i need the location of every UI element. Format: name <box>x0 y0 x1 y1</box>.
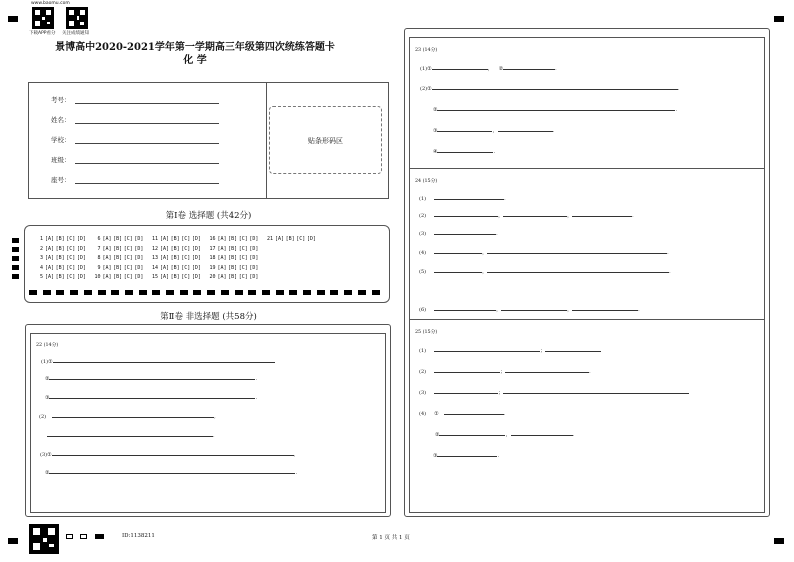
qr-caption-left: 下载APP看分 <box>29 31 56 36</box>
mc-option-bubble[interactable]: [A] <box>275 236 285 242</box>
mc-question <box>151 236 203 242</box>
mc-option-bubble[interactable]: [D] <box>134 274 144 280</box>
mc-option-bubble[interactable]: [D] <box>134 236 144 242</box>
class-field[interactable] <box>75 163 219 164</box>
q23-label: ④ <box>433 149 438 155</box>
mc-question <box>94 265 146 271</box>
page-number: 第 1 页 共 1 页 <box>372 535 410 541</box>
answer-line[interactable] <box>432 65 488 70</box>
answer-line[interactable] <box>52 413 214 418</box>
seat-label: 座号： <box>51 176 71 184</box>
mc-option-bubble[interactable]: [C] <box>66 255 76 261</box>
answer-line[interactable] <box>572 212 632 217</box>
mc-question-number: 21 <box>266 236 273 242</box>
q25-1[interactable]: (1) ； <box>419 347 601 354</box>
mc-option-bubble[interactable]: [D] <box>191 264 201 271</box>
mc-option-bubble[interactable]: [A] <box>45 274 55 280</box>
info-divider <box>266 82 267 199</box>
mc-option-bubble[interactable]: [B] <box>113 274 123 280</box>
sheet-id: ID:1138211 <box>122 533 155 539</box>
mc-question-number: 15 <box>151 274 158 280</box>
timing-dash <box>111 290 119 295</box>
answer-line[interactable] <box>505 368 589 373</box>
mc-question <box>36 274 88 280</box>
mc-option-bubble[interactable]: [C] <box>238 255 248 261</box>
q22-label: ② <box>45 376 50 382</box>
timing-dash <box>152 290 160 295</box>
mc-option-bubble[interactable]: [C] <box>123 274 133 280</box>
answer-line[interactable] <box>498 127 553 132</box>
answer-line[interactable] <box>503 65 555 70</box>
q25-label: ② <box>435 432 440 438</box>
timing-dash <box>358 290 366 295</box>
q25-label: (2) <box>419 369 427 375</box>
mc-question <box>151 265 203 271</box>
mc-question-number: 6 <box>97 236 101 242</box>
answer-line[interactable] <box>432 85 678 90</box>
q22-label: (3)① <box>40 452 52 458</box>
answer-line[interactable] <box>434 368 500 373</box>
name-field[interactable] <box>75 123 219 124</box>
mc-option-bubble[interactable]: [C] <box>66 274 76 280</box>
q22-1-3[interactable]: ③ . <box>45 395 258 401</box>
mc-row <box>36 265 266 271</box>
barcode-label: 贴条形码区 <box>308 137 343 145</box>
mc-option-bubble[interactable]: [C] <box>296 236 306 242</box>
mc-question <box>151 246 203 252</box>
mc-option-bubble[interactable]: [A] <box>217 245 227 252</box>
answer-line[interactable] <box>501 306 567 311</box>
q22-1-1[interactable] <box>41 358 275 365</box>
mc-question-number: 9 <box>97 264 101 271</box>
mc-option-bubble[interactable]: [B] <box>55 255 65 261</box>
section2-title: 第Ⅱ卷 非选择题 (共58分) <box>160 312 257 322</box>
timing-dash <box>221 290 229 295</box>
mc-option-bubble[interactable]: [C] <box>238 236 248 242</box>
timing-dash <box>70 290 78 295</box>
mc-question-number: 7 <box>97 245 101 252</box>
timing-dash <box>56 290 64 295</box>
mc-option-bubble[interactable]: [B] <box>55 264 65 271</box>
mc-option-bubble[interactable]: [D] <box>191 255 201 261</box>
mc-option-bubble[interactable]: [A] <box>102 264 112 271</box>
q23-2-4[interactable]: ④ . <box>433 149 496 155</box>
timing-dash <box>207 290 215 295</box>
q25-title: 25 (15分) <box>415 330 438 335</box>
mc-option-bubble[interactable]: [B] <box>170 264 180 271</box>
answer-line[interactable] <box>434 249 482 254</box>
q23-title: 23 (14分) <box>415 48 438 53</box>
answer-line[interactable] <box>487 268 669 273</box>
answer-line[interactable] <box>439 431 505 436</box>
timing-dash <box>248 290 256 295</box>
mc-question-number: 19 <box>209 264 216 271</box>
q22-2-2[interactable]: . <box>47 432 215 439</box>
mc-option-bubble[interactable]: [A] <box>45 236 55 242</box>
q25-4-2[interactable]: ② ， . <box>435 432 575 438</box>
corner-mark-top-left <box>8 16 18 22</box>
mc-option-bubble[interactable]: [B] <box>113 255 123 261</box>
q24-q25-divider <box>409 319 765 320</box>
q22-label: (2) <box>39 414 47 420</box>
mc-option-bubble[interactable]: [A] <box>160 274 170 280</box>
q24-label: (2) <box>419 213 427 219</box>
exam-number-label: 考号： <box>51 96 71 104</box>
subject-title: 化 学 <box>183 55 207 66</box>
mc-option-bubble[interactable]: [B] <box>285 236 295 242</box>
mc-question <box>36 236 88 242</box>
mc-option-bubble[interactable]: [D] <box>134 255 144 261</box>
answer-line[interactable] <box>434 195 504 200</box>
answer-line[interactable] <box>487 249 667 254</box>
mc-option-bubble[interactable]: [D] <box>191 245 201 252</box>
site-url: www.baomu.com <box>31 1 70 6</box>
mc-question <box>209 236 261 242</box>
answer-line[interactable] <box>511 431 573 436</box>
timing-dash <box>29 290 37 295</box>
timing-dash <box>84 290 92 295</box>
answer-line[interactable] <box>434 306 496 311</box>
mc-option-bubble[interactable]: [C] <box>181 245 191 252</box>
timing-mark <box>12 247 19 252</box>
mc-option-bubble[interactable]: [C] <box>238 274 248 280</box>
mc-question <box>94 255 146 261</box>
mc-question <box>209 246 261 252</box>
answer-line[interactable] <box>49 375 255 380</box>
mc-question-number: 10 <box>94 274 101 280</box>
mc-question-number: 11 <box>151 236 158 242</box>
answer-line[interactable] <box>49 469 295 474</box>
q24-title: 24 (15分) <box>415 179 438 184</box>
mc-option-bubble[interactable]: [D] <box>76 264 86 271</box>
mc-question <box>151 255 203 261</box>
timing-dash <box>372 290 380 295</box>
corner-mark-top-right <box>774 16 784 22</box>
mc-option-bubble[interactable]: [C] <box>123 264 133 271</box>
mc-option-bubble[interactable]: [A] <box>160 255 170 261</box>
timing-dash <box>344 290 352 295</box>
mc-option-bubble[interactable]: [C] <box>181 255 191 261</box>
answer-line[interactable] <box>53 358 275 363</box>
q22-label: ② <box>45 470 50 476</box>
timing-dash <box>43 290 51 295</box>
q24-4[interactable]: (4) ， . <box>419 250 669 256</box>
q25-3[interactable]: (3) ； <box>419 389 689 396</box>
mc-option-bubble[interactable]: [B] <box>228 274 238 280</box>
timing-dash <box>262 290 270 295</box>
q24-label: (3) <box>419 231 427 237</box>
mc-option-bubble[interactable]: [B] <box>170 236 180 242</box>
q24-1[interactable]: (1) . <box>419 196 506 202</box>
mc-option-bubble[interactable]: [A] <box>217 255 227 261</box>
mc-option-bubble[interactable]: [B] <box>55 236 65 242</box>
mc-option-bubble[interactable]: [B] <box>228 245 238 252</box>
mc-option-bubble[interactable]: [D] <box>249 245 259 252</box>
section1-title: 第Ⅰ卷 选择题 (共42分) <box>165 211 252 221</box>
answer-line[interactable] <box>434 347 540 352</box>
mc-option-bubble[interactable]: [A] <box>217 236 227 242</box>
q24-label: (5) <box>419 269 427 275</box>
mc-option-bubble[interactable]: [C] <box>181 274 191 280</box>
mc-question <box>209 274 261 280</box>
mc-option-bubble[interactable]: [A] <box>102 245 112 252</box>
mc-question <box>209 255 261 261</box>
answer-line[interactable] <box>545 347 601 352</box>
q24-label: (6) <box>419 307 427 313</box>
mc-option-bubble[interactable]: [C] <box>123 236 133 242</box>
q22-label: (1)① <box>41 359 53 365</box>
timing-dash <box>193 290 201 295</box>
q25-label: ① <box>434 411 439 417</box>
timing-mark <box>12 256 19 261</box>
answer-line[interactable] <box>47 432 213 437</box>
corner-mark-bottom-right <box>774 538 784 544</box>
mc-option-bubble[interactable]: [A] <box>160 264 170 271</box>
timing-mark <box>12 265 19 270</box>
q25-label: (4) <box>419 411 427 417</box>
mc-option-bubble[interactable]: [B] <box>228 255 238 261</box>
answer-line[interactable] <box>437 452 497 457</box>
mc-question-number: 16 <box>209 236 216 242</box>
mc-question <box>36 265 88 271</box>
q25-4[interactable]: (4) ① . <box>419 411 506 417</box>
mc-option-bubble[interactable]: [C] <box>238 264 248 271</box>
timing-dash <box>235 290 243 295</box>
answer-line[interactable] <box>572 306 638 311</box>
mc-row <box>36 255 266 261</box>
q23-label: (2)① <box>420 86 432 92</box>
mc-option-bubble[interactable]: [D] <box>306 236 316 242</box>
mc-option-bubble[interactable]: [A] <box>160 245 170 252</box>
timing-dash <box>139 290 147 295</box>
answer-line[interactable] <box>503 212 567 217</box>
mc-row <box>36 246 266 252</box>
timing-dash <box>125 290 133 295</box>
mc-option-bubble[interactable]: [D] <box>249 264 259 271</box>
answer-line[interactable] <box>434 230 496 235</box>
q23-label: ② <box>498 66 504 72</box>
mc-row <box>36 236 324 242</box>
school-field[interactable] <box>75 143 219 144</box>
mc-question <box>209 265 261 271</box>
mc-option-bubble[interactable]: [B] <box>113 245 123 252</box>
answer-line[interactable] <box>444 410 504 415</box>
mc-option-bubble[interactable]: [C] <box>181 236 191 242</box>
footer-block-mark <box>95 534 104 539</box>
timing-dash <box>303 290 311 295</box>
timing-mark <box>12 238 19 243</box>
q24-3[interactable]: (3) . <box>419 231 498 237</box>
mc-question-number: 12 <box>151 245 158 252</box>
mc-question <box>94 236 146 242</box>
mc-option-bubble[interactable]: [B] <box>228 264 238 271</box>
mc-option-bubble[interactable]: [A] <box>102 274 112 280</box>
mc-option-bubble[interactable]: [C] <box>66 236 76 242</box>
mc-option-bubble[interactable]: [B] <box>170 255 180 261</box>
q22-1-2[interactable]: ② . <box>45 376 258 382</box>
qr-code-app <box>32 7 54 29</box>
q23-q24-divider <box>409 168 765 169</box>
mc-option-bubble[interactable]: [D] <box>249 255 259 261</box>
mc-question-number: 2 <box>39 245 43 252</box>
q22-title: 22 (14分) <box>36 343 59 348</box>
mc-question-number: 3 <box>39 255 43 261</box>
answer-line[interactable] <box>49 394 255 399</box>
school-label: 学校： <box>51 136 71 144</box>
mc-option-bubble[interactable]: [B] <box>170 274 180 280</box>
answer-line[interactable] <box>52 451 294 456</box>
mc-question-number: 8 <box>97 255 101 261</box>
checkbox-1[interactable] <box>66 534 73 539</box>
mc-question-number: 13 <box>151 255 158 261</box>
mc-option-bubble[interactable]: [D] <box>76 236 86 242</box>
timing-dash <box>166 290 174 295</box>
q25-4-3[interactable]: ③ . <box>433 453 500 459</box>
q24-label: (1) <box>419 196 427 202</box>
q25-2[interactable]: (2) ； . <box>419 369 591 375</box>
mc-option-bubble[interactable]: [D] <box>191 274 201 280</box>
q22-label: ③ <box>45 395 50 401</box>
mc-option-bubble[interactable]: [A] <box>102 255 112 261</box>
mc-option-bubble[interactable]: [D] <box>191 236 201 242</box>
mc-option-bubble[interactable]: [C] <box>66 245 76 252</box>
mc-question <box>266 236 318 242</box>
q22-2-1[interactable]: (2) , <box>39 414 216 420</box>
corner-mark-bottom-left <box>8 538 18 544</box>
mc-option-bubble[interactable]: [D] <box>249 274 259 280</box>
mc-question-number: 1 <box>39 236 43 242</box>
mc-question <box>36 246 88 252</box>
mc-option-bubble[interactable]: [D] <box>134 245 144 252</box>
timing-mark <box>12 274 19 279</box>
mc-option-bubble[interactable]: [D] <box>76 255 86 261</box>
mc-option-bubble[interactable]: [A] <box>45 245 55 252</box>
q23-label: ③ <box>433 128 438 134</box>
q24-label: (4) <box>419 250 427 256</box>
mc-option-bubble[interactable]: [C] <box>123 245 133 252</box>
answer-line[interactable] <box>437 148 493 153</box>
mc-question-number: 18 <box>209 255 216 261</box>
name-label: 姓名： <box>51 116 71 124</box>
mc-option-bubble[interactable]: [B] <box>170 245 180 252</box>
mc-option-bubble[interactable]: [C] <box>238 245 248 252</box>
mc-option-bubble[interactable]: [D] <box>76 245 86 252</box>
mc-option-bubble[interactable]: [A] <box>217 274 227 280</box>
mc-option-bubble[interactable]: [C] <box>181 264 191 271</box>
mc-option-bubble[interactable]: [C] <box>123 255 133 261</box>
answer-line[interactable] <box>437 127 492 132</box>
timing-dash <box>180 290 188 295</box>
q24-6[interactable]: (6) ， ， . <box>419 307 640 313</box>
q23-2-2[interactable]: ② . <box>433 107 678 113</box>
mc-option-bubble[interactable]: [D] <box>134 264 144 271</box>
q23-2-1[interactable]: (2)① . <box>420 86 680 92</box>
timing-dash <box>98 290 106 295</box>
mc-question-number: 4 <box>39 264 43 271</box>
mc-option-bubble[interactable]: [A] <box>45 264 55 271</box>
qr-code-follow <box>66 7 88 29</box>
timing-dash <box>317 290 325 295</box>
q24-5[interactable]: (5) ， . <box>419 269 671 275</box>
exam-number-field[interactable] <box>75 103 219 104</box>
q24-2[interactable]: (2) ， ， . <box>419 213 634 219</box>
mc-option-bubble[interactable]: [D] <box>76 274 86 280</box>
mc-question <box>94 274 146 280</box>
mc-question <box>94 246 146 252</box>
mc-question <box>36 255 88 261</box>
q25-label: (3) <box>419 390 427 396</box>
mc-option-bubble[interactable]: [A] <box>160 236 170 242</box>
q23-label: ② <box>433 107 438 113</box>
q25-label: (1) <box>419 348 427 354</box>
mc-row <box>36 274 266 280</box>
q23-label: (1)① <box>420 66 432 72</box>
mc-question <box>151 274 203 280</box>
timing-dash <box>330 290 338 295</box>
mc-option-bubble[interactable]: [C] <box>66 264 76 271</box>
answer-line[interactable] <box>434 389 498 394</box>
mc-option-bubble[interactable]: [B] <box>113 264 123 271</box>
answer-line[interactable] <box>434 212 498 217</box>
timing-dash <box>289 290 297 295</box>
answer-line[interactable] <box>437 106 675 111</box>
mc-option-bubble[interactable]: [B] <box>55 245 65 252</box>
qr-caption-right: 关注成绩通知 <box>62 31 89 36</box>
answer-line[interactable] <box>434 268 482 273</box>
q25-label: ③ <box>433 453 438 459</box>
answer-line[interactable] <box>503 389 689 394</box>
timing-dash <box>276 290 284 295</box>
class-label: 班级： <box>51 156 71 164</box>
mc-option-bubble[interactable]: [B] <box>55 274 65 280</box>
q23-2-3[interactable]: ③ ， . <box>433 128 555 134</box>
mc-question-number: 14 <box>151 264 158 271</box>
sheet-title: 景博高中2020-2021学年第一学期高三年级第四次统练答题卡 <box>55 42 335 53</box>
footer-qr-code <box>29 524 59 554</box>
mc-question-number: 17 <box>209 245 216 252</box>
mc-option-bubble[interactable]: [A] <box>45 255 55 261</box>
q22-3-2[interactable]: ② . <box>45 470 298 476</box>
mc-option-bubble[interactable]: [B] <box>113 236 123 242</box>
mc-option-bubble[interactable]: [B] <box>228 236 238 242</box>
mc-option-bubble[interactable]: [A] <box>102 236 112 242</box>
seat-field[interactable] <box>75 183 219 184</box>
mc-question-number: 20 <box>209 274 216 280</box>
checkbox-2[interactable] <box>80 534 87 539</box>
mc-question-number: 5 <box>39 274 43 280</box>
q22-3-1[interactable]: (3)① , <box>40 452 296 458</box>
mc-option-bubble[interactable]: [A] <box>217 264 227 271</box>
mc-option-bubble[interactable]: [D] <box>249 236 259 242</box>
q23-1[interactable]: (1)① ， ② . <box>420 66 557 72</box>
